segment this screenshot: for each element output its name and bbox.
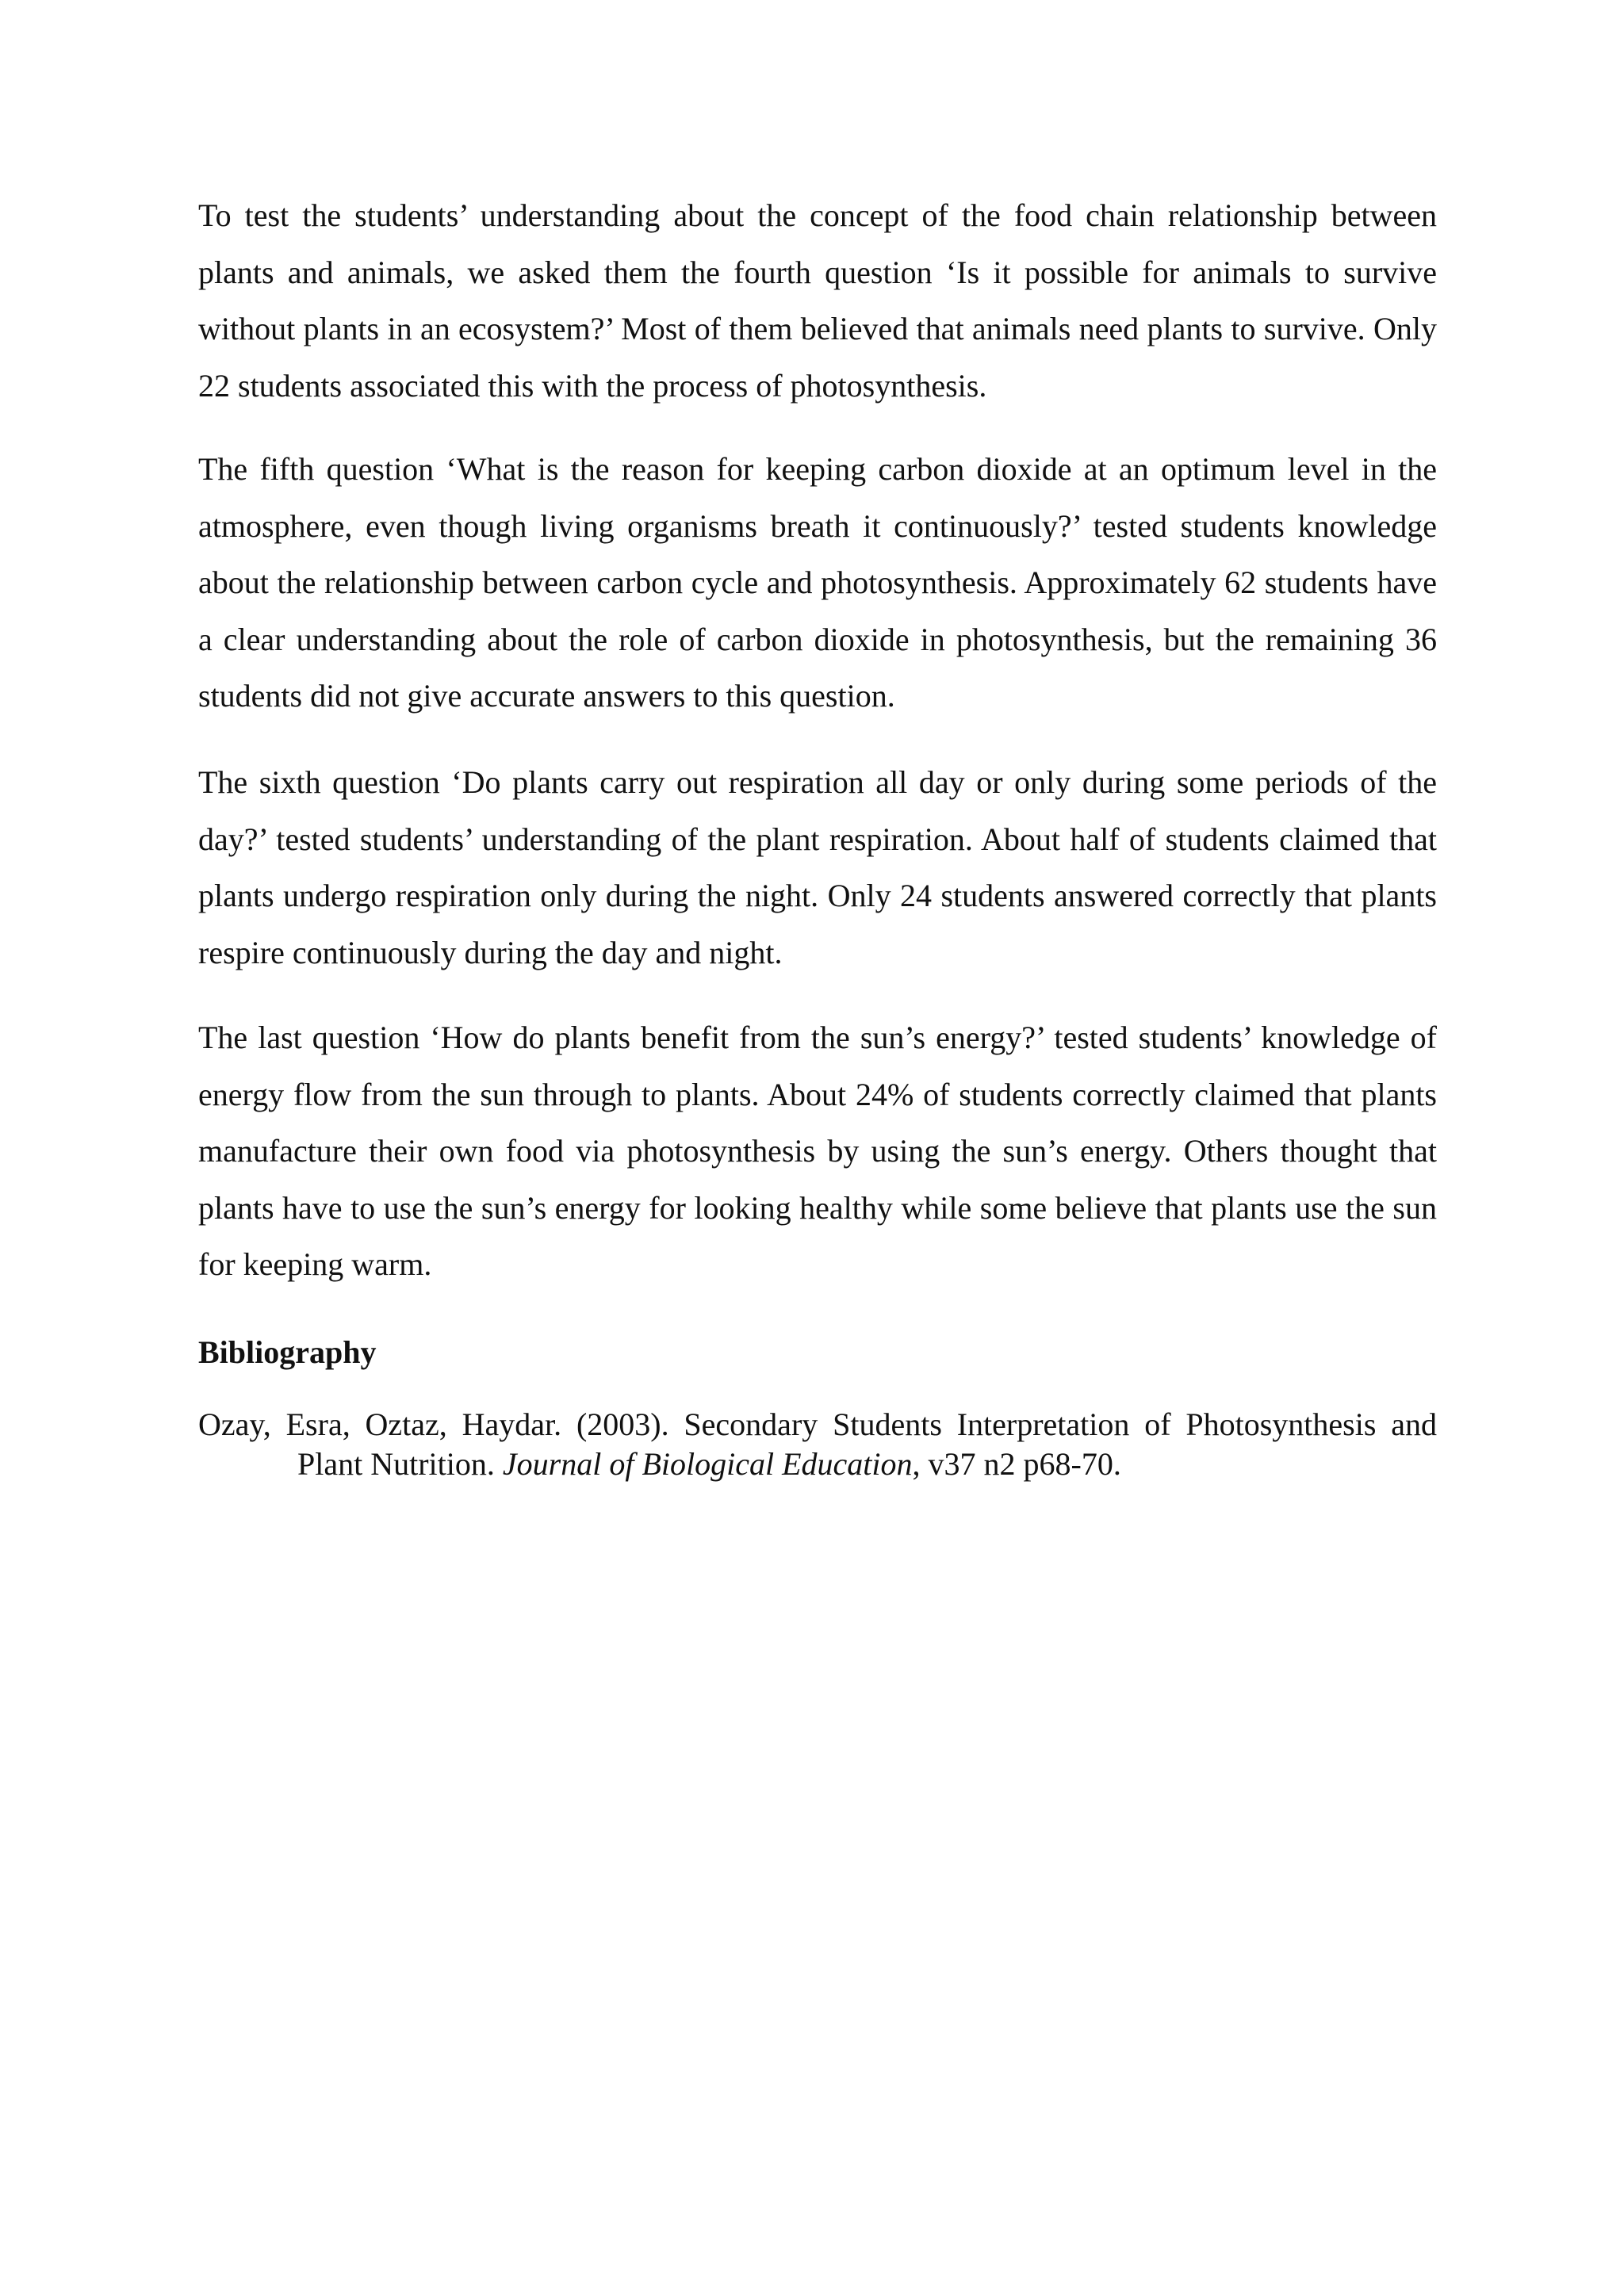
bibliography-authors-title: Ozay, Esra, Oztaz, Haydar. (2003). Secondary Students Interpretation of Photosynthesis and Plant Nutrition. [198, 1406, 1437, 1482]
paragraph-fourth-question: To test the students’ understanding about the concept of the food chain relationship between plants and animals, we asked them the fourth question ‘Is it possible for animals to survive without plants in an ecosystem?’ Most of them believed that animals need plants to survive. Only 22 students associated this with the process of photosynthesis. [198, 197, 1437, 404]
bibliography-details: , v37 n2 p68-70. [912, 1446, 1121, 1482]
paragraph-last-question: The last question ‘How do plants benefit from the sun’s energy?’ tested students’ knowledge of energy flow from the sun through to plants. About 24% of students correctly claimed that plants manufacture their own food via photosynthesis by using the sun’s energy. Others thought that plants have to use the sun’s energy for looking healthy while some believe that plants use the sun for keeping warm. [198, 1020, 1437, 1282]
paragraph-fifth-question: The fifth question ‘What is the reason for keeping carbon dioxide at an optimum level in the atmosphere, even though living organisms breath it continuously?’ tested students knowledge about the relationship between carbon cycle and photosynthesis. Approximately 62 students have a clear understanding about the role of carbon dioxide in photosynthesis, but the remaining 36 students did not give accurate answers to this question. [198, 451, 1437, 714]
paragraph-sixth-question: The sixth question ‘Do plants carry out respiration all day or only during some periods of the day?’ tested students’ understanding of the plant respiration. About half of students claimed that plants undergo respiration only during the night. Only 24 students answered correctly that plants respire continuously during the day and night. [198, 764, 1437, 970]
bibliography-journal: Journal of Biological Education [502, 1446, 913, 1482]
bibliography-heading: Bibliography [198, 1334, 377, 1370]
bibliography-entry [198, 1405, 1437, 1484]
